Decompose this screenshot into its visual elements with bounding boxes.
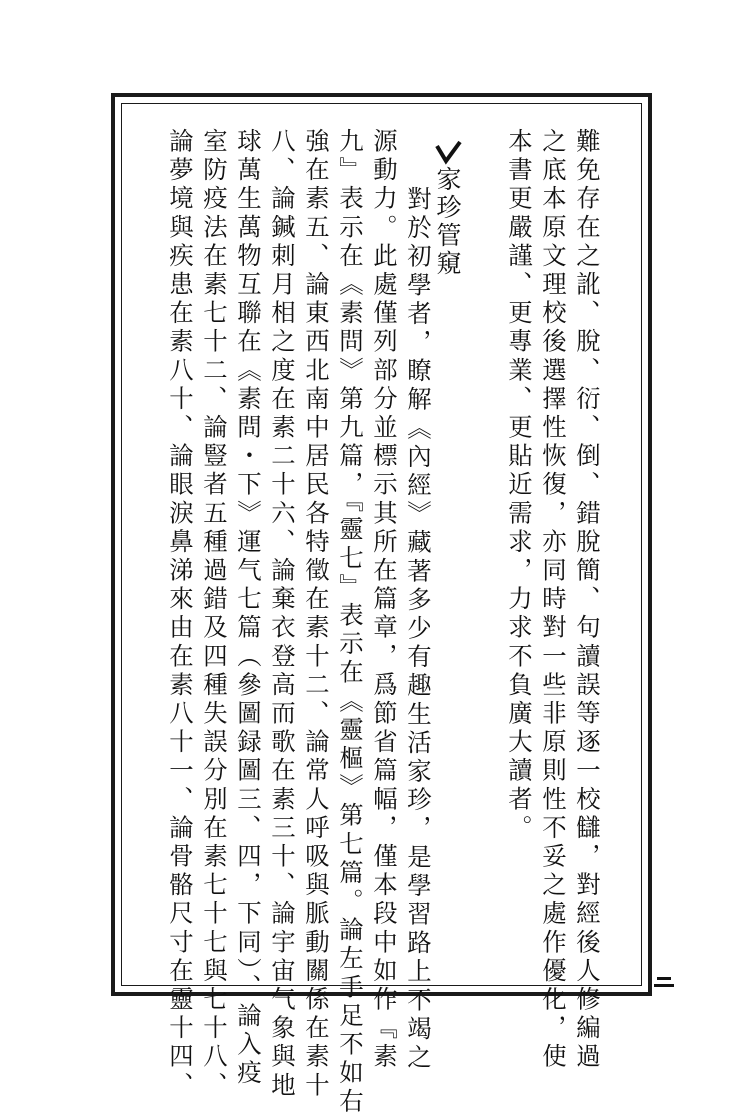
checkmark-icon <box>433 140 463 166</box>
text-column-5: 源動力。此處僅列部分並標示其所在篇章，爲節省篇幅，僅本段中如作『素 <box>369 128 398 1072</box>
text-column-7: 強在素五、論東西北南中居民各特徵在素十二、論常人呼吸與脈動關係在素十 <box>301 128 330 1101</box>
text-column-6: 九』表示在《素問》第九篇，『靈七』表示在《靈樞》第七篇。論左手足不如右 <box>335 128 364 1117</box>
text-column-3: 本書更嚴謹、更專業、更貼近需求，力求不負廣大讀者。 <box>504 128 533 843</box>
page-number-stroke-top <box>657 977 671 980</box>
text-column-9: 球萬生萬物互聯在《素問・下》運气七篇（參圖録圖三、四，下同）、論入疫 <box>233 128 262 1089</box>
page-number <box>654 976 674 988</box>
section-heading: 家珍管窺 <box>433 166 462 278</box>
text-column-8: 八、論鍼刺月相之度在素二十六、論棄衣登高而歌在素三十、論宇宙气象與地 <box>267 128 296 1101</box>
text-column-10: 室防疫法在素七十二、論豎者五種過錯及四種失誤分別在素七十七與七十八、 <box>199 128 228 1101</box>
text-column-4: 對於初學者，瞭解《內經》藏著多少有趣生活家珍，是學習路上不竭之 <box>403 186 432 1073</box>
page-number-stroke-bottom <box>654 984 674 987</box>
text-column-1: 難免存在之訛、脫、衍、倒、錯脫簡、句讀誤等逐一校讎，對經後人修編過 <box>572 128 601 1072</box>
text-column-11: 論夢境與疾患在素八十、論眼淚鼻涕來由在素八十一、論骨骼尺寸在靈十四、 <box>165 128 194 1101</box>
text-column-2: 之底本原文理校後選擇性恢復，亦同時對一些非原則性不妥之處作優化，使 <box>538 128 567 1072</box>
